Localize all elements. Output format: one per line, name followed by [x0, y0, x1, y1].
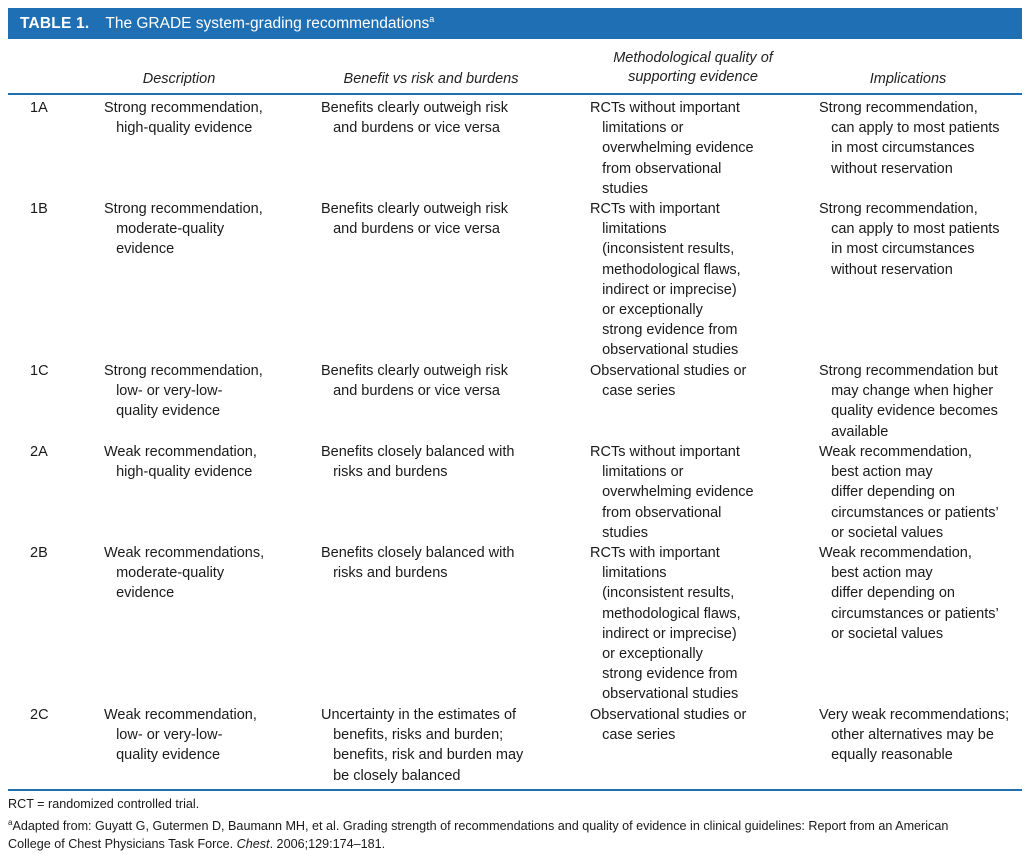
footnote-rct: RCT = randomized controlled trial. — [8, 797, 200, 811]
row-code: 2A — [30, 444, 48, 460]
row-implications: Weak recommendation, best action may differ depending on circumstances or patients’ or societal values — [819, 545, 999, 642]
row-code: 1C — [30, 363, 49, 379]
footnote-source-line2: College of Chest Physicians Task Force. — [8, 837, 237, 852]
row-benefit: Benefits clearly outweigh risk and burdens or vice versa — [321, 363, 508, 400]
row-implications: Weak recommendation, best action may differ depending on circumstances or patients’ or societal values — [819, 444, 999, 541]
table-title-footnote-mark: a — [429, 13, 435, 24]
row-implications: Very weak recommendations; other alternatives may be equally reasonable — [819, 707, 1010, 764]
table-label: TABLE 1. — [20, 14, 90, 32]
footnote-source — [8, 814, 1022, 836]
row-description: Weak recommendations, moderate-quality evidence — [104, 545, 265, 602]
header-rule — [8, 93, 1022, 95]
header-methodology: Methodological quality of supporting evidence — [613, 50, 773, 85]
row-benefit: Benefits clearly outweigh risk and burdens or vice versa — [321, 100, 508, 137]
row-methodology: Observational studies or case series — [590, 707, 747, 744]
row-code: 2C — [30, 707, 49, 723]
row-benefit: Benefits clearly outweigh risk and burdens or vice versa — [321, 201, 508, 238]
footnote-source-line1: Adapted from: Guyatt G, Gutermen D, Baumann MH, et al. Grading strength of recommendations and quality of evidence in clinical guidelines: Report from an American — [12, 818, 949, 833]
table-body — [8, 96, 1022, 787]
row-implications: Strong recommendation but may change when higher quality evidence becomes available — [819, 363, 998, 440]
row-description: Weak recommendation, low- or very-low- quality evidence — [104, 707, 257, 764]
table-title-text: The GRADE system-grading recommendations — [105, 15, 430, 33]
table-title-bar — [8, 8, 1022, 39]
table-title — [105, 14, 434, 33]
row-implications: Strong recommendation, can apply to most patients in most circumstances without reservation — [819, 100, 1000, 177]
table-header — [8, 40, 1022, 92]
row-code: 1A — [30, 100, 48, 116]
row-benefit: Benefits closely balanced with risks and burdens — [321, 545, 515, 582]
row-benefit: Uncertainty in the estimates of benefits, risks and burden; benefits, risk and burden may be closely balanced — [321, 707, 524, 784]
row-description: Strong recommendation, low- or very-low- quality evidence — [104, 363, 263, 420]
row-methodology: RCTs without important limitations or overwhelming evidence from observational studies — [590, 444, 754, 541]
header-description: Description — [142, 71, 216, 87]
row-methodology: RCTs without important limitations or overwhelming evidence from observational studies — [590, 100, 754, 197]
row-description: Strong recommendation, moderate-quality evidence — [104, 201, 263, 258]
row-methodology: RCTs with important limitations (inconsistent results, methodological flaws, indirect or imprecise) or exceptionally strong evidence from observational studies — [590, 201, 741, 359]
row-methodology: Observational studies or case series — [590, 363, 747, 400]
header-implications: Implications — [869, 71, 947, 87]
footnote-source-line2-end: . 2006;129:174–181. — [269, 837, 386, 852]
row-methodology: RCTs with important limitations (inconsistent results, methodological flaws, indirect or imprecise) or exceptionally strong evidence from observational studies — [590, 545, 741, 703]
footnote-source-cont — [8, 835, 1022, 854]
row-implications: Strong recommendation, can apply to most patients in most circumstances without reservation — [819, 201, 1000, 278]
table-bottom-rule — [8, 789, 1022, 791]
row-code: 2B — [30, 545, 48, 561]
row-description: Strong recommendation, high-quality evidence — [104, 100, 263, 137]
row-benefit: Benefits closely balanced with risks and burdens — [321, 444, 515, 481]
table-footnotes — [8, 795, 1022, 854]
header-benefit: Benefit vs risk and burdens — [343, 71, 519, 87]
footnote-source-mark: a — [8, 817, 13, 827]
row-code: 1B — [30, 201, 48, 217]
footnote-journal: Chest — [236, 837, 270, 852]
row-description: Weak recommendation, high-quality evidence — [104, 444, 257, 481]
